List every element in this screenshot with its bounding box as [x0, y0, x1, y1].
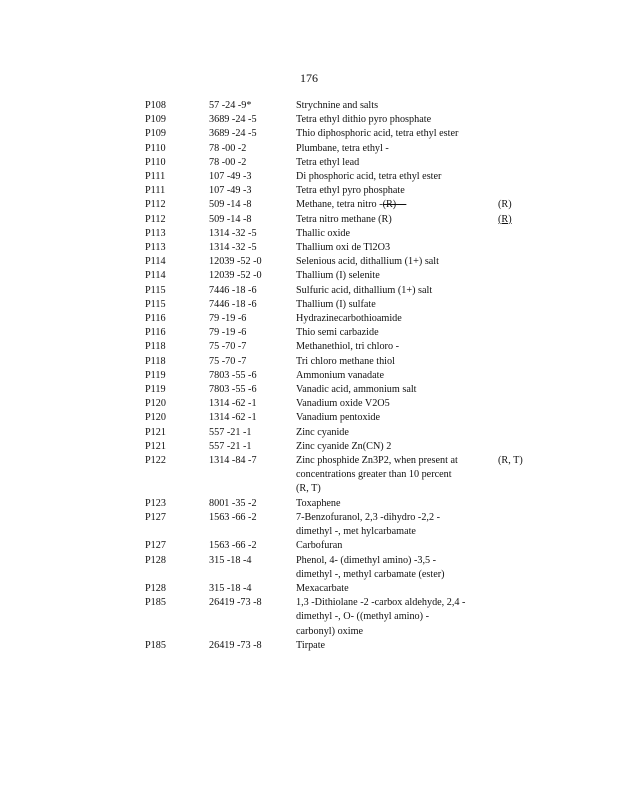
hazard-code [498, 269, 538, 283]
substance-name-line: (R, T) [296, 483, 321, 495]
hazard-code [498, 582, 538, 596]
table-row [145, 227, 538, 241]
substance-name-line: Sulfuric acid, dithallium (1+) salt [296, 284, 433, 296]
cas-number: 7446 -18 -6 [209, 284, 257, 296]
hazard-code [498, 99, 538, 113]
hazard-code [498, 369, 538, 383]
hazard-code [498, 255, 538, 269]
substance-name [296, 497, 498, 511]
waste-code: P112 [145, 213, 166, 225]
hazard-code [498, 312, 538, 326]
hazard-code [498, 113, 538, 127]
waste-code: P109 [145, 128, 166, 140]
cas-number: 107 -49 -3 [209, 185, 252, 197]
hazard-code [498, 411, 538, 425]
substance-name-line: Toxaphene [296, 497, 341, 509]
waste-code: P113 [145, 242, 166, 254]
cas-number: 315 -18 -4 [209, 582, 252, 594]
substance-name [296, 554, 498, 582]
cas-number: 1314 -32 -5 [209, 227, 257, 239]
waste-code: P123 [145, 497, 166, 509]
table-row [145, 426, 538, 440]
table-row [145, 497, 538, 511]
cas-number: 79 -19 -6 [209, 313, 247, 325]
waste-code: P115 [145, 298, 166, 310]
substance-name-line: Mexacarbate [296, 582, 349, 594]
waste-code: P114 [145, 256, 166, 268]
waste-code: P120 [145, 398, 166, 410]
waste-code: P128 [145, 554, 166, 566]
substance-name-line: Methane, tetra nitro -(R) [296, 199, 407, 211]
hazard-code [498, 511, 538, 539]
table-row [145, 539, 538, 553]
table-row [145, 582, 538, 596]
table-row [145, 440, 538, 454]
substance-name-line: Carbofuran [296, 540, 343, 552]
substance-name [296, 326, 498, 340]
cas-number: 26419 -73 -8 [209, 639, 262, 651]
hazard-code [498, 426, 538, 440]
waste-code: P111 [145, 171, 166, 183]
waste-code: P116 [145, 313, 166, 325]
table-row [145, 284, 538, 298]
substance-name [296, 369, 498, 383]
hazard-code [498, 596, 538, 639]
table-row [145, 241, 538, 255]
cas-number: 3689 -24 -5 [209, 114, 257, 126]
substance-name-line: Strychnine and salts [296, 100, 379, 111]
waste-code: P115 [145, 284, 166, 296]
waste-code: P110 [145, 142, 166, 154]
page-number: 176 [300, 71, 318, 85]
substance-name [296, 156, 498, 170]
substance-name [296, 539, 498, 553]
substance-name [296, 284, 498, 298]
substance-name [296, 312, 498, 326]
table-row [145, 397, 538, 411]
substance-name [296, 184, 498, 198]
substance-name [296, 383, 498, 397]
substance-name [296, 142, 498, 156]
hazard-code: (R) [498, 199, 512, 211]
substance-name-line: 1,3 -Dithiolane -2 -carbox aldehyde, 2,4 - [296, 597, 466, 609]
table-row [145, 127, 538, 141]
hazard-code [498, 397, 538, 411]
substance-name-line: concentrations greater than 10 percent [296, 469, 452, 481]
substance-name-line: Vanadium oxide V2O5 [296, 398, 390, 410]
hazard-code [498, 127, 538, 141]
table-row [145, 383, 538, 397]
waste-code: P118 [145, 355, 166, 367]
hazard-code [498, 326, 538, 340]
substance-name [296, 454, 498, 497]
cas-number: 7803 -55 -6 [209, 369, 257, 381]
substance-name-line: Thallium (I) sulfate [296, 298, 376, 310]
hazard-code [498, 284, 538, 298]
table-row [145, 156, 538, 170]
hazard-code [498, 383, 538, 397]
substance-name-line: Tetra ethyl dithio pyro phosphate [296, 114, 432, 126]
substance-name [296, 213, 498, 227]
table-row [145, 596, 538, 639]
table-row [145, 213, 538, 227]
cas-number: 75 -70 -7 [209, 355, 247, 367]
substance-name [296, 397, 498, 411]
cas-number: 107 -49 -3 [209, 171, 252, 183]
table-row [145, 326, 538, 340]
waste-code: P185 [145, 597, 166, 609]
table-row [145, 198, 538, 212]
cas-number: 7803 -55 -6 [209, 384, 257, 396]
substance-name-line: Zinc cyanide [296, 426, 349, 438]
cas-number: 12039 -52 -0 [209, 256, 262, 268]
substance-name-line: Tetra nitro methane (R) [296, 213, 392, 225]
substance-name-line: Tetra ethyl pyro phosphate [296, 185, 405, 197]
substance-name-line: Zinc phosphide Zn3P2, when present at [296, 455, 458, 467]
waste-code: P111 [145, 185, 166, 197]
hazard-code [498, 440, 538, 454]
substance-name-line: dimethyl -, methyl carbamate (ester) [296, 568, 445, 580]
cas-number: 1314 -62 -1 [209, 398, 257, 410]
substance-name [296, 255, 498, 269]
waste-code: P121 [145, 440, 166, 452]
substance-name [296, 511, 498, 539]
waste-code: P185 [145, 639, 166, 651]
cas-number: 509 -14 -8 [209, 199, 252, 211]
table-row [145, 312, 538, 326]
hazard-code [498, 156, 538, 170]
cas-number: 8001 -35 -2 [209, 497, 257, 509]
waste-code: P128 [145, 582, 166, 594]
substance-name [296, 198, 498, 212]
table-row [145, 113, 538, 127]
substance-name-line: Phenol, 4- (dimethyl amino) -3,5 - [296, 554, 437, 566]
hazard-code [498, 639, 538, 653]
cas-number: 12039 -52 -0 [209, 270, 262, 282]
cas-number: 557 -21 -1 [209, 426, 252, 438]
substance-name-line: Thallium (I) selenite [296, 270, 380, 282]
hazard-code [498, 241, 538, 255]
hazard-code: (R) [498, 213, 512, 225]
waste-code: P116 [145, 327, 166, 339]
hazard-code [498, 355, 538, 369]
cas-number: 78 -00 -2 [209, 142, 247, 154]
cas-number: 7446 -18 -6 [209, 298, 257, 310]
substance-name [296, 269, 498, 283]
substance-name-line: Vanadic acid, ammonium salt [296, 384, 417, 396]
substance-name [296, 241, 498, 255]
substance-name [296, 127, 498, 141]
substance-name [296, 440, 498, 454]
substance-name [296, 411, 498, 425]
substance-name-line: Plumbane, tetra ethyl - [296, 142, 389, 154]
hazard-code: (R, T) [498, 455, 523, 467]
substance-name-line: dimethyl -, met hylcarbamate [296, 526, 416, 538]
substance-name-line: Methanethiol, tri chloro - [296, 341, 399, 353]
substance-name-line: Thio diphosphoric acid, tetra ethyl ester [296, 128, 459, 140]
cas-number: 1563 -66 -2 [209, 511, 257, 523]
waste-code: P127 [145, 511, 166, 523]
hazard-code [498, 298, 538, 312]
waste-code: P118 [145, 341, 166, 353]
cas-number: 79 -19 -6 [209, 327, 247, 339]
substance-name-line: Thio semi carbazide [296, 327, 379, 339]
cas-number: 3689 -24 -5 [209, 128, 257, 140]
hazard-code [498, 554, 538, 582]
waste-code: P110 [145, 156, 166, 168]
cas-number: 1314 -84 -7 [209, 455, 257, 467]
cas-number: 78 -00 -2 [209, 156, 247, 168]
waste-code: P120 [145, 412, 166, 424]
hazard-code [498, 539, 538, 553]
table-row [145, 269, 538, 283]
waste-code: P119 [145, 369, 166, 381]
substance-name-line: Selenious acid, dithallium (1+) salt [296, 256, 439, 268]
substance-name [296, 355, 498, 369]
table-row [145, 554, 538, 582]
substance-name [296, 582, 498, 596]
waste-code: P113 [145, 227, 166, 239]
substance-name-line: dimethyl -, O- ((methyl amino) - [296, 611, 429, 623]
cas-number: 57 -24 -9* [209, 100, 252, 111]
table-row [145, 298, 538, 312]
substance-name-line: Tetra ethyl lead [296, 156, 360, 168]
waste-code: P114 [145, 270, 166, 282]
substance-name-line: Ammonium vanadate [296, 369, 384, 381]
substance-name-line: carbonyl) oxime [296, 625, 364, 637]
table-row [145, 411, 538, 425]
substance-name-line: Thallium oxi de Tl2O3 [296, 242, 391, 254]
waste-code: P121 [145, 426, 166, 438]
cas-number: 75 -70 -7 [209, 341, 247, 353]
substance-name [296, 170, 498, 184]
substance-name-line: Tirpate [296, 639, 326, 651]
substance-name [296, 639, 498, 653]
substance-name [296, 227, 498, 241]
table-row [145, 454, 538, 497]
waste-code: P122 [145, 455, 166, 467]
substance-name [296, 113, 498, 127]
substance-name [296, 340, 498, 354]
table-row [145, 184, 538, 198]
waste-code: P127 [145, 540, 166, 552]
cas-number: 315 -18 -4 [209, 554, 252, 566]
substance-name [296, 426, 498, 440]
substance-name-line: Vanadium pentoxide [296, 412, 381, 424]
cas-number: 557 -21 -1 [209, 440, 252, 452]
waste-code: P109 [145, 114, 166, 126]
waste-code-table [145, 99, 538, 653]
substance-name-line: 7-Benzofuranol, 2,3 -dihydro -2,2 - [296, 511, 441, 523]
table-row [145, 639, 538, 653]
hazard-code [498, 497, 538, 511]
cas-number: 26419 -73 -8 [209, 597, 262, 609]
hazard-code [498, 340, 538, 354]
table-row [145, 142, 538, 156]
table-row [145, 355, 538, 369]
substance-name-line: Thallic oxide [296, 227, 351, 239]
substance-name-line: Tri chloro methane thiol [296, 355, 395, 367]
table-row [145, 340, 538, 354]
table-row [145, 170, 538, 184]
table-row [145, 511, 538, 539]
table-row [145, 369, 538, 383]
substance-name [296, 596, 498, 639]
substance-name [296, 99, 498, 113]
cas-number: 1314 -32 -5 [209, 242, 257, 254]
cas-number: 1314 -62 -1 [209, 412, 257, 424]
waste-code: P112 [145, 199, 166, 211]
substance-name-line: Di phosphoric acid, tetra ethyl ester [296, 171, 442, 183]
waste-code: P119 [145, 384, 166, 396]
cas-number: 1563 -66 -2 [209, 540, 257, 552]
hazard-code [498, 170, 538, 184]
substance-name-line: Zinc cyanide Zn(CN) 2 [296, 440, 392, 452]
table-row [145, 255, 538, 269]
cas-number: 509 -14 -8 [209, 213, 252, 225]
hazard-code [498, 227, 538, 241]
hazard-code [498, 184, 538, 198]
table-row [145, 99, 538, 113]
hazard-code [498, 142, 538, 156]
waste-code: P108 [145, 100, 166, 111]
substance-name-line: Hydrazinecarbothioamide [296, 313, 402, 325]
substance-name [296, 298, 498, 312]
